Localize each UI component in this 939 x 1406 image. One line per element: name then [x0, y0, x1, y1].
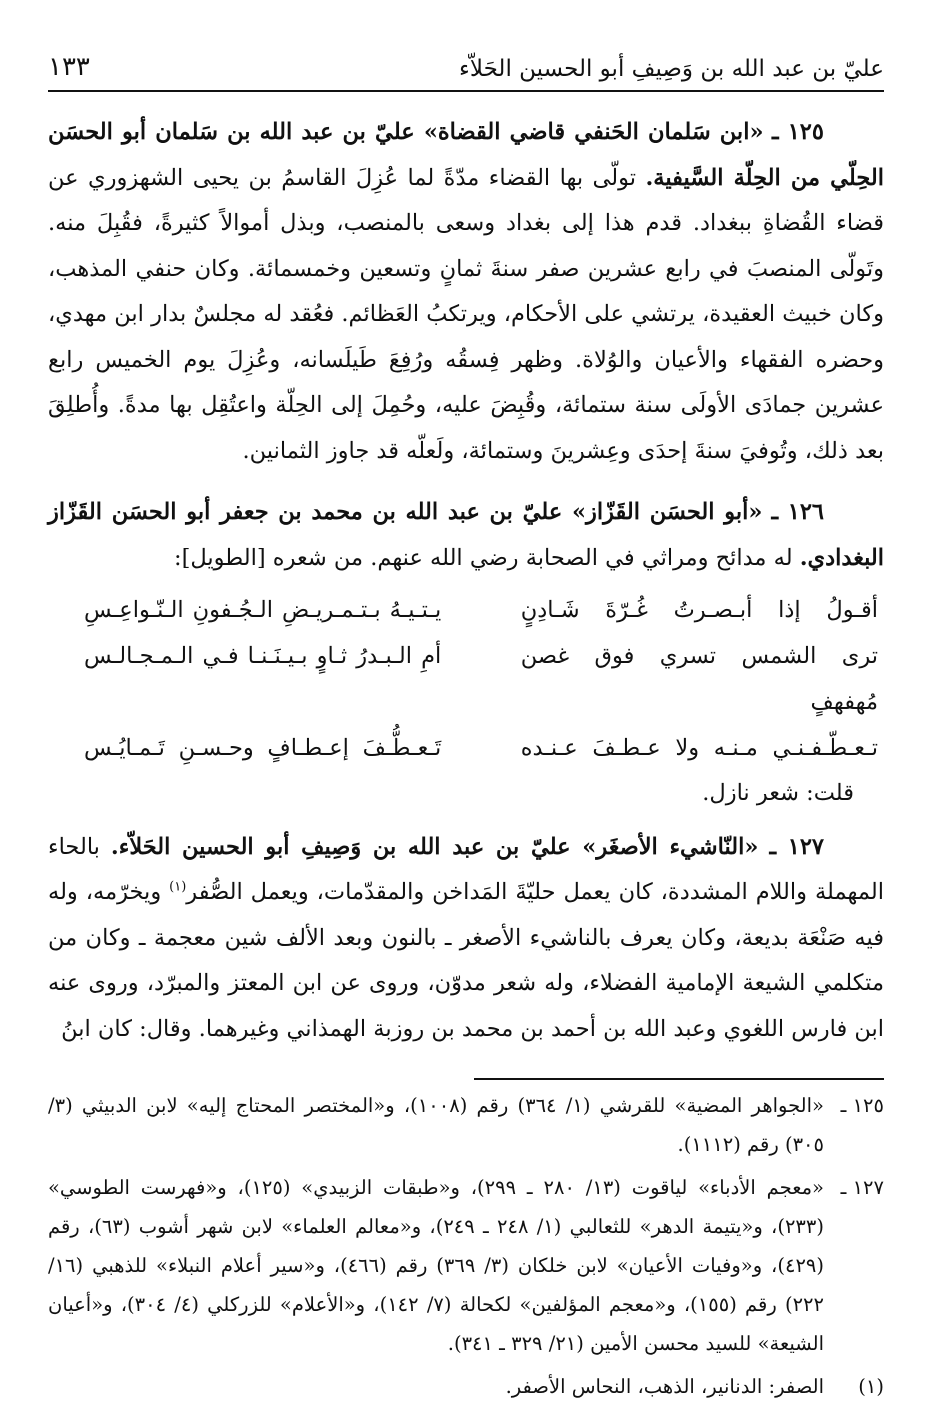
entry-126 [48, 490, 884, 581]
verse-first-hemistich: ترى الشمس تسري فوق غصن مُهفهفٍ [520, 643, 878, 715]
running-title: عليّ بن عبد الله بن وَصِيفِ أبو الحسين الحَلاّء [459, 56, 884, 82]
verse-first-hemistich: أقـولُ إذا أبـصـرتُ غُـرّةَ شَـادِنٍ [520, 597, 878, 623]
entry-text: له مدائح ومراثي في الصحابة رضي الله عنهم. من شعره [الطويل]: [174, 544, 800, 571]
footnote-125 [48, 1086, 884, 1164]
entry-text: بالحاء المهملة واللام المشددة، كان يعمل حليّةَ المَداخن والمقدّمات، ويعمل الصُّفر [48, 833, 884, 905]
footnotes [48, 1086, 884, 1406]
entry-text-continued: ويخرّمه، وله فيه صَنْعَة بديعة، وكان يعرف بالناشيء الأصغر ـ بالنون وبعد الألف شين معجمة ـ وكان من متكلمي الشيعة الإمامية الفضلاء، وله شعر مدوّن، وروى عن ابن المعتز والمبرّد، وروى عنه ابن فارس اللغوي وعبد الله بن أحمد بن محمد بن روزبة الهمذاني وغيرهما. وقال: كان ابنُ [48, 879, 884, 1042]
verse-second-hemistich: تَـعـطُّـفَ إعـطـافٍ وحـسـنِ تَـمـايُـس [84, 735, 442, 761]
poem [48, 587, 884, 771]
entry-heading: «أبو الحسَن القَزّاز» عليّ بن عبد الله بن محمد بن جعفر أبو الحسَن القَزّاز البغدادي. [48, 499, 884, 571]
footnote-text: «الجواهر المضية» للقرشي (١/ ٣٦٤) رقم (١٠٠٨)، و«المختصر المحتاج إليه» لابن الدبيثي (٣/ ٣٠٥) رقم (١١١٢). [48, 1094, 824, 1156]
entry-heading: «النّاشيء الأصغَر» عليّ بن عبد الله بن وَصِيفِ أبو الحسين الحَلاّء. [110, 833, 759, 860]
page-header [48, 0, 884, 92]
footnote-text: «معجم الأدباء» لياقوت (١٣/ ٢٨٠ ـ ٢٩٩)، و«طبقات الزبيدي» (١٢٥)، و«فهرست الطوسي» (٢٣٣)، و«يتيمة الدهر» للثعالبي (١/ ٢٤٨ ـ ٢٤٩)، و«معالم العلماء» لابن شهر أشوب (٦٣)، رقم (٤٢٩)، و«وفيات الأعيان» لابن خلكان (٣/ ٣٦٩) رقم (٤٦٦)، و«سير أعلام النبلاء» للذهبي (١٦/ ٢٢٢) رقم (١٥٥)، و«معجم المؤلفين» لكحالة (٧/ ١٤٢)، و«الأعلام» للزركلي (٤/ ٣٠٤)، و«أعيان الشيعة» للسيد محسن الأمين (٢١/ ٣٢٩ ـ ٣٤١). [48, 1176, 824, 1355]
entry-text: تولّى بها القضاء مدّةً لما عُزِلَ القاسمُ بن يحيى الشهزوري عن قضاء القُضاةِ ببغداد. قدم هذا إلى بغداد وسعى بالمنصب، وبذل أموالاً كثيرةً، فقُبِلَ منه. وتَولّى المنصبَ في رابع عشرين صفر سنةَ ثمانٍ وتسعين وخمسمائة. وكان حنفي المذهب، وكان خبيث العقيدة، يرتشي على الأحكام، ويرتكبُ العَظائم. فعُقد له مجلسٌ بدار ابن مهدي، وحضره الفقهاء والأعيان والوُلاة. وظهر فِسقُه ورُفِعَ طَيلَسانه، وعُزِلَ يوم الخميس رابع عشرين جمادَى الأولَى سنة ستمائة، وقُبِضَ عليه، وحُمِلَ إلى الحِلّة واعتُقِل بها مدةً. وأُطلِقَ بعد ذلك، وتُوفيَ سنةَ إحدَى وعِشرينَ وستمائة، ولَعلّه قد جاوز الثمانين. [48, 164, 884, 464]
entry-number: ١٢٧ ـ [769, 833, 824, 860]
footnote-text: الصفر: الدنانير، الذهب، النحاس الأصفر. [505, 1375, 824, 1398]
verse-line [48, 633, 884, 725]
verse-second-hemistich: أمِ الـبـدرُ ثـاوٍ بـيـنَـنـا فـي الـمـجـالـس [84, 643, 442, 669]
footnote-1 [48, 1367, 884, 1406]
verse-line [48, 725, 884, 771]
entry-number: ١٢٥ ـ [771, 119, 824, 145]
footnote-number: (١) [858, 1375, 884, 1398]
footnote-marker[interactable]: (١) [169, 879, 187, 895]
entry-127 [48, 825, 884, 1053]
main-text [48, 110, 884, 1052]
author-comment: قلت: شعر نازل. [702, 780, 854, 806]
entry-number: ١٢٦ ـ [771, 499, 824, 525]
verse-first-hemistich: تـعـطّـفـنـي مـنـه ولا عـطـفَ عـنـده [520, 735, 878, 761]
verse-second-hemistich: يـتـيـهُ بـتـمـريـضِ الـجُـفونِ الـنّـواعِـسِ [84, 597, 442, 623]
page-number: ١٣٣ [48, 52, 90, 82]
footnote-127 [48, 1168, 884, 1363]
footnote-divider [474, 1078, 884, 1080]
footnote-number: ١٢٧ ـ [840, 1176, 884, 1199]
footnote-number: ١٢٥ ـ [840, 1094, 884, 1117]
entry-heading: «ابن سَلمان الحَنفي قاضي القضاة» عليّ بن عبد الله بن سَلمان أبو الحسَن الحِلّي من الحِلّة السَّيفية. [48, 119, 884, 191]
verse-line [48, 587, 884, 633]
entry-125 [48, 110, 884, 474]
